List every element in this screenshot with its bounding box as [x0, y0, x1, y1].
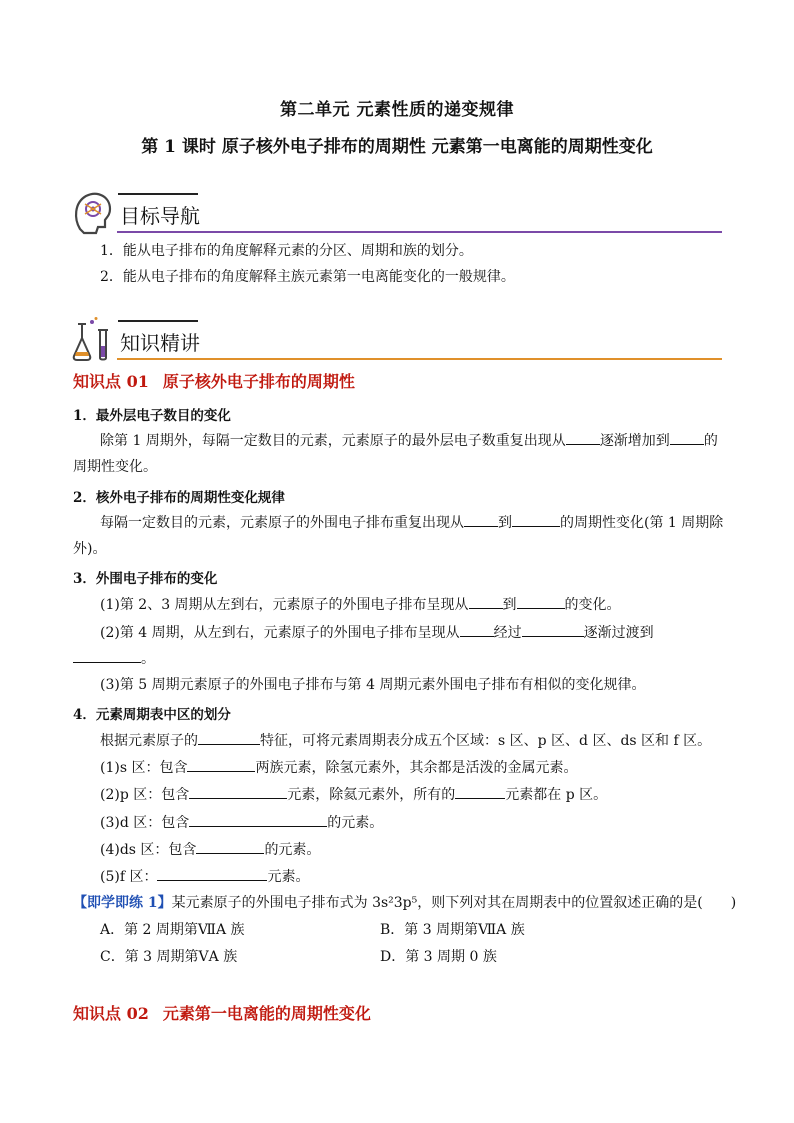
s3-title: 3．外围电子排布的变化 [73, 571, 218, 587]
s3-line1: (1)第 2、3 周期从左到右，元素原子的外围电子排布呈现从 到 的变化。 [100, 594, 621, 615]
fill-blank[interactable] [464, 512, 498, 527]
lab-flask-icon [72, 316, 114, 362]
s2-title: 2．核外电子排布的周期性变化规律 [73, 490, 285, 506]
s3-line3: 。 [73, 648, 155, 669]
knowledge-heading: 知识精讲 [120, 331, 200, 355]
fill-blank[interactable] [517, 594, 565, 609]
s1-title: 1．最外层电子数目的变化 [73, 408, 231, 424]
fill-blank[interactable] [469, 594, 503, 609]
s2-para-line1: 每隔一定数目的元素，元素原子的外围电子排布重复出现从 到 的周期性变化(第 1 周期除 [100, 512, 723, 533]
fill-blank[interactable] [460, 622, 494, 637]
goal-item-2: 2．能从电子排布的角度解释主族元素第一电离能变化的一般规律。 [100, 269, 515, 285]
practice-tag: 【即学即练 1】 [73, 895, 172, 911]
s4-ds-block: (4)ds 区：包含 的元素。 [100, 839, 320, 860]
fill-blank[interactable] [187, 757, 255, 772]
knowledge-rule [117, 358, 722, 360]
goals-section-header [72, 189, 722, 237]
fill-blank[interactable] [512, 512, 560, 527]
goals-rule [117, 231, 722, 233]
option-c[interactable]: C．第 3 周期第ⅤA 族 [100, 949, 238, 965]
goals-heading: 目标导航 [120, 204, 200, 228]
s4-para: 根据元素原子的 特征，可将元素周期表分成五个区域：s 区、p 区、d 区、ds 区和 f 区。 [100, 730, 711, 751]
option-a[interactable]: A．第 2 周期第ⅦA 族 [100, 922, 245, 938]
kp1-heading [73, 369, 355, 392]
s4-title: 4．元素周期表中区的划分 [73, 707, 231, 723]
knowledge-section-header [72, 316, 722, 364]
header-deco-line [118, 193, 198, 195]
s1-para-line1: 除第 1 周期外，每隔一定数目的元素，元素原子的最外层电子数重复出现从 逐渐增加到 的 [100, 430, 718, 451]
fill-blank[interactable] [566, 430, 600, 445]
kp2-heading [73, 1001, 371, 1024]
s4-d-block: (3)d 区：包含 的元素。 [100, 812, 383, 833]
fill-blank[interactable] [198, 730, 260, 745]
s4-s-block: (1)s 区：包含 两族元素，除氢元素外，其余都是活泼的金属元素。 [100, 757, 577, 778]
s1-para-line2: 周期性变化。 [73, 459, 157, 475]
practice-question: 【即学即练 1】某元素原子的外围电子排布式为 3s²3p⁵，则下列对其在周期表中的位置叙述正确的是( ) [73, 895, 737, 911]
option-b[interactable]: B．第 3 周期第ⅦA 族 [380, 922, 525, 938]
fill-blank[interactable] [73, 648, 141, 663]
fill-blank[interactable] [196, 839, 264, 854]
s4-p-block: (2)p 区：包含 元素，除氦元素外，所有的 元素都在 p 区。 [100, 784, 607, 805]
s3-line4: (3)第 5 周期元素原子的外围电子排布与第 4 周期元素外围电子排布有相似的变化规律。 [100, 677, 646, 693]
lesson-title: 第 1 课时 原子核外电子排布的周期性 元素第一电离能的周期性变化 [141, 137, 653, 157]
brain-gear-icon [72, 189, 114, 235]
kp1-number: 知识点 01 [73, 372, 149, 391]
s4-f-block: (5)f 区： 元素。 [100, 866, 309, 887]
kp2-title: 元素第一电离能的周期性变化 [162, 1004, 371, 1023]
kp1-title: 原子核外电子排布的周期性 [162, 372, 355, 391]
fill-blank[interactable] [455, 784, 505, 799]
option-d[interactable]: D．第 3 周期 0 族 [380, 949, 497, 965]
fill-blank[interactable] [189, 812, 327, 827]
header-deco-line [118, 320, 198, 322]
goal-item-1: 1．能从电子排布的角度解释元素的分区、周期和族的划分。 [100, 243, 473, 259]
fill-blank[interactable] [522, 622, 584, 637]
unit-title: 第二单元 元素性质的递变规律 [280, 100, 514, 120]
kp2-number: 知识点 02 [73, 1004, 149, 1023]
fill-blank[interactable] [157, 866, 267, 881]
fill-blank[interactable] [670, 430, 704, 445]
s2-para-line2: 外)。 [73, 541, 107, 557]
fill-blank[interactable] [189, 784, 287, 799]
s3-line2: (2)第 4 周期，从左到右，元素原子的外围电子排布呈现从 经过 逐渐过渡到 [100, 622, 654, 643]
